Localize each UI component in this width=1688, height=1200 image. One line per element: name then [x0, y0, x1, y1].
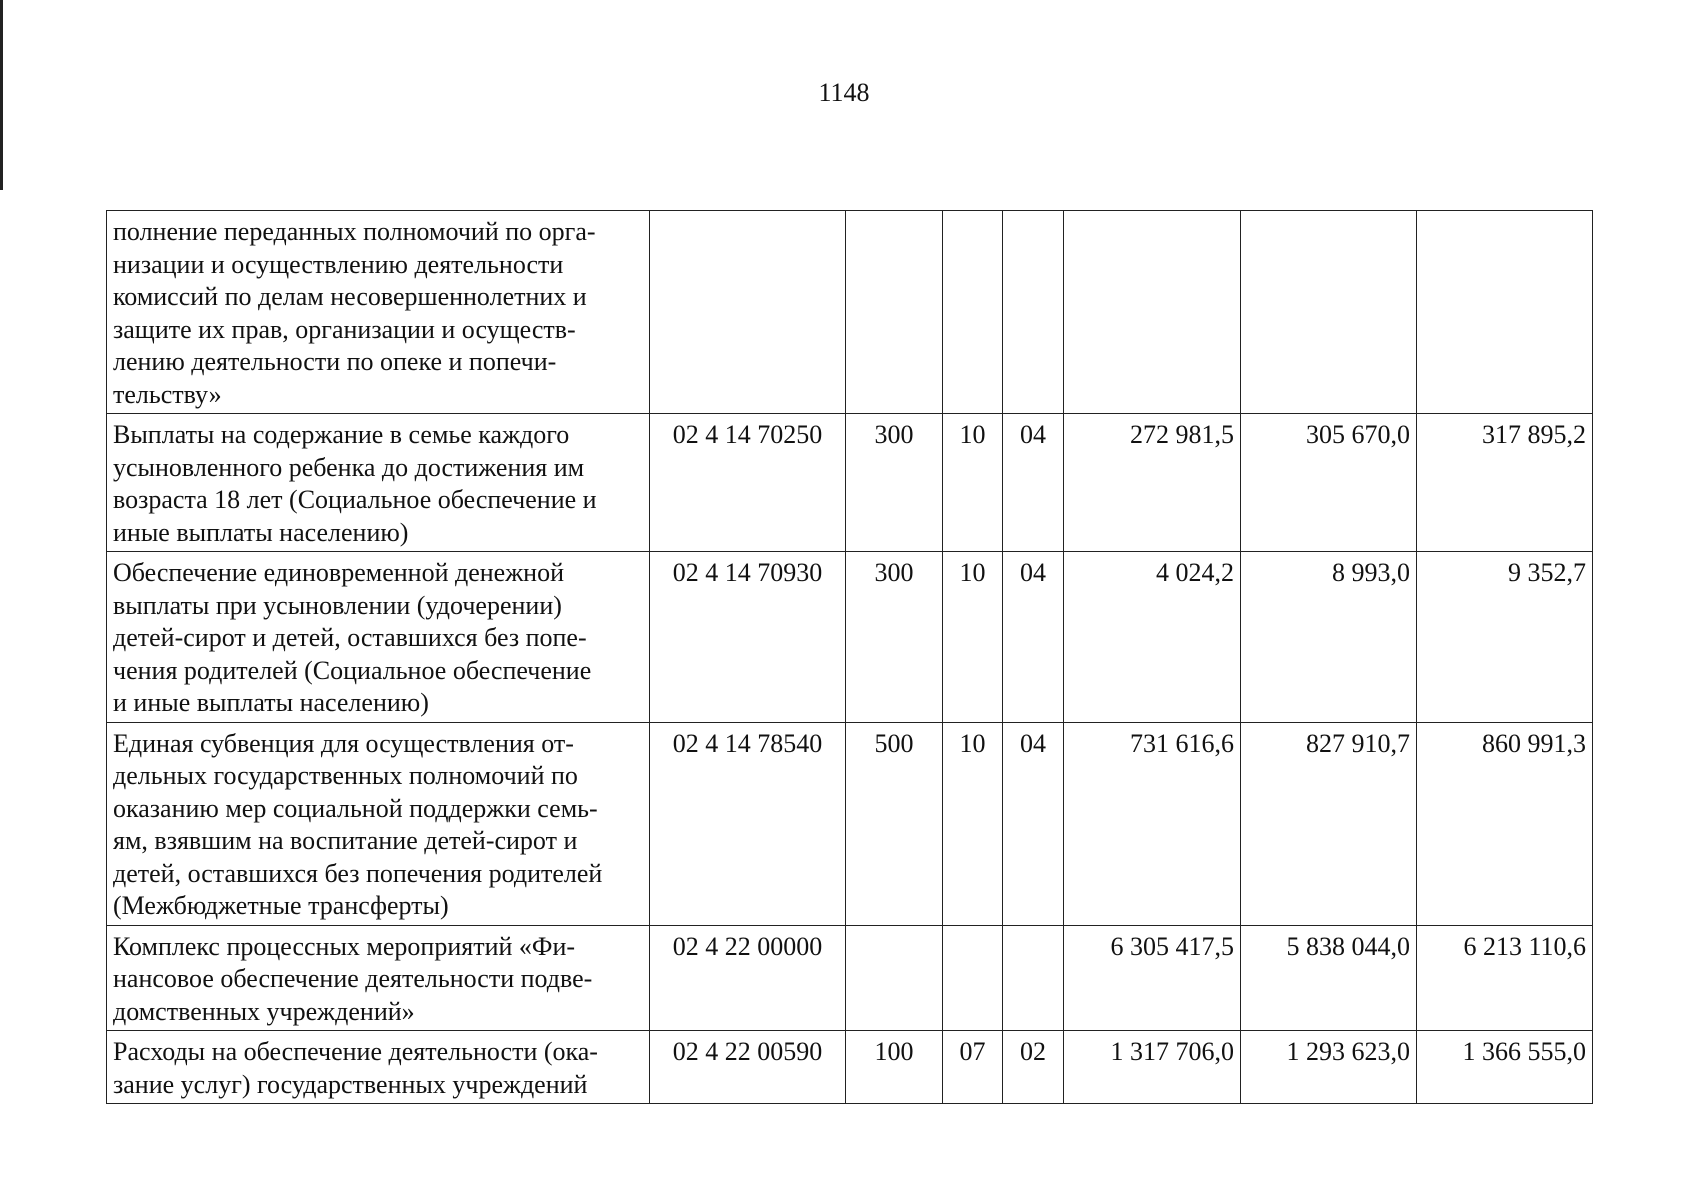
row-section-cell: 10 [943, 414, 1003, 552]
row-expense-type-cell: 300 [846, 414, 943, 552]
row-amount-2-cell: 827 910,7 [1241, 722, 1417, 925]
budget-table-body [107, 211, 1593, 1104]
row-amount-1-cell: 6 305 417,5 [1064, 925, 1241, 1031]
table-row [107, 552, 1593, 723]
row-target-code-cell: 02 4 14 70930 [650, 552, 846, 723]
row-subsection-cell: 04 [1003, 722, 1064, 925]
row-name-cell: Обеспечение единовременной денежной выплаты при усыновлении (удочерении) детей-сирот и детей, оставшихся без попе- чения родителей (Социальное обеспечение и иные выплаты населению) [107, 552, 650, 723]
row-amount-3-cell: 6 213 110,6 [1417, 925, 1593, 1031]
row-subsection-cell: 02 [1003, 1031, 1064, 1104]
row-amount-1-cell: 1 317 706,0 [1064, 1031, 1241, 1104]
row-expense-type-cell: 300 [846, 552, 943, 723]
row-section-cell: 10 [943, 722, 1003, 925]
row-amount-3-cell [1417, 211, 1593, 414]
row-expense-type-cell: 100 [846, 1031, 943, 1104]
table-row [107, 211, 1593, 414]
row-name-cell: Расходы на обеспечение деятельности (ока- зание услуг) государственных учреждений [107, 1031, 650, 1104]
row-expense-type-cell [846, 211, 943, 414]
table-row [107, 414, 1593, 552]
table-row [107, 1031, 1593, 1104]
row-subsection-cell: 04 [1003, 552, 1064, 723]
row-name-cell: полнение переданных полномочий по орга- низации и осуществлению деятельности комиссий по делам несовершеннолетних и защите их прав, организации и осуществ- лению деятельности по опеке и попечи- тельству» [107, 211, 650, 414]
row-subsection-cell [1003, 925, 1064, 1031]
row-target-code-cell [650, 211, 846, 414]
page-number: 1148 [818, 78, 870, 107]
row-amount-1-cell: 4 024,2 [1064, 552, 1241, 723]
row-amount-1-cell [1064, 211, 1241, 414]
table-row [107, 925, 1593, 1031]
row-amount-1-cell: 731 616,6 [1064, 722, 1241, 925]
row-target-code-cell: 02 4 22 00000 [650, 925, 846, 1031]
row-amount-3-cell: 860 991,3 [1417, 722, 1593, 925]
table-row [107, 722, 1593, 925]
row-amount-2-cell: 5 838 044,0 [1241, 925, 1417, 1031]
row-name-cell: Выплаты на содержание в семье каждого усыновленного ребенка до достижения им возраста 18 лет (Социальное обеспечение и иные выплаты населению) [107, 414, 650, 552]
row-expense-type-cell [846, 925, 943, 1031]
row-amount-2-cell: 8 993,0 [1241, 552, 1417, 723]
row-target-code-cell: 02 4 14 70250 [650, 414, 846, 552]
row-amount-3-cell: 317 895,2 [1417, 414, 1593, 552]
budget-table [106, 210, 1593, 1104]
row-amount-3-cell: 1 366 555,0 [1417, 1031, 1593, 1104]
row-target-code-cell: 02 4 22 00590 [650, 1031, 846, 1104]
row-section-cell [943, 925, 1003, 1031]
row-name-cell: Единая субвенция для осуществления от- дельных государственных полномочий по оказанию мер социальной поддержки семь- ям, взявшим на воспитание детей-сирот и детей, оставшихся без попечения родителей (Межбюджетные трансферты) [107, 722, 650, 925]
row-amount-2-cell [1241, 211, 1417, 414]
row-section-cell: 10 [943, 552, 1003, 723]
row-section-cell [943, 211, 1003, 414]
row-amount-2-cell: 1 293 623,0 [1241, 1031, 1417, 1104]
row-section-cell: 07 [943, 1031, 1003, 1104]
row-subsection-cell: 04 [1003, 414, 1064, 552]
row-target-code-cell: 02 4 14 78540 [650, 722, 846, 925]
row-subsection-cell [1003, 211, 1064, 414]
row-expense-type-cell: 500 [846, 722, 943, 925]
row-amount-2-cell: 305 670,0 [1241, 414, 1417, 552]
row-amount-3-cell: 9 352,7 [1417, 552, 1593, 723]
row-amount-1-cell: 272 981,5 [1064, 414, 1241, 552]
row-name-cell: Комплекс процессных мероприятий «Фи- нансовое обеспечение деятельности подве- домственных учреждений» [107, 925, 650, 1031]
